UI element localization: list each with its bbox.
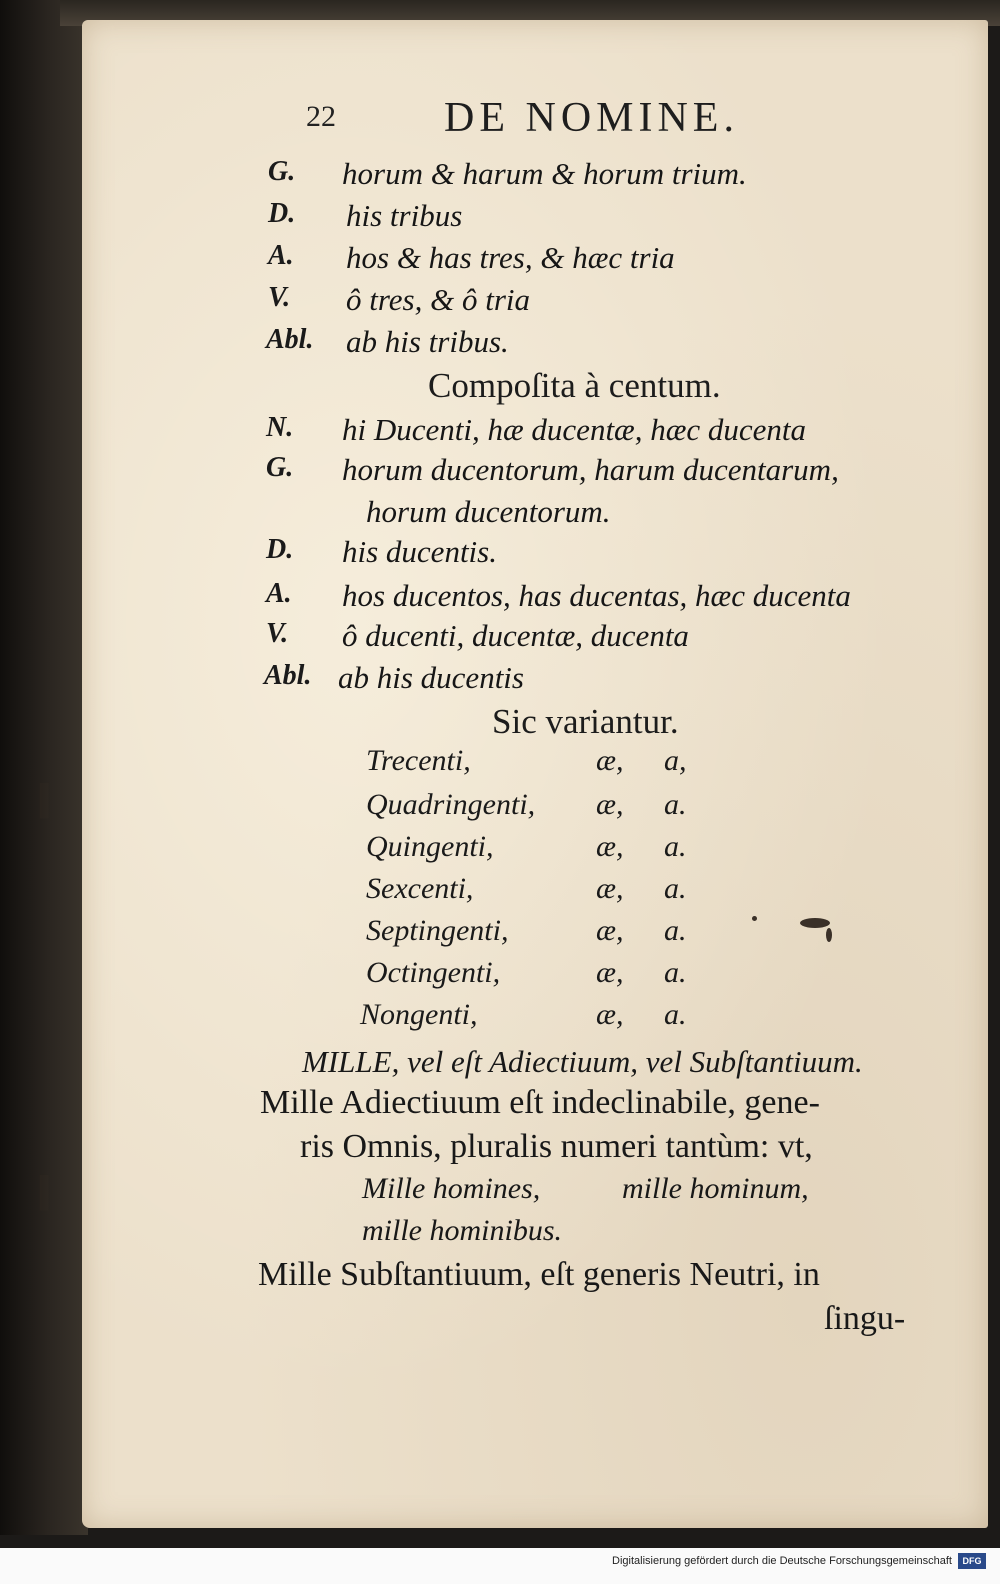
neuter-ending: a.	[664, 956, 687, 989]
neuter-ending: a.	[664, 914, 687, 947]
feminine-ending: æ,	[596, 872, 624, 905]
feminine-ending: æ,	[596, 914, 624, 947]
case-label: V.	[266, 618, 289, 649]
section-heading: Sic variantur.	[492, 702, 679, 741]
case-label: Abl.	[266, 324, 314, 355]
ink-speck	[752, 916, 757, 921]
case-form: ab his ducentis	[338, 660, 524, 695]
paragraph-line: Mille Adiectiuum eſt indeclinabile, gene-	[260, 1084, 820, 1121]
paragraph-line: Mille Subſtantiuum, eſt generis Neutri, in	[258, 1256, 820, 1293]
case-label: D.	[266, 534, 294, 565]
case-form: hos & has tres, & hæc tria	[346, 240, 675, 275]
paragraph-line: ris Omnis, pluralis numeri tantùm: vt,	[300, 1128, 813, 1165]
running-title: DE NOMINE.	[444, 95, 739, 141]
ink-speck	[826, 928, 832, 942]
case-label: Abl.	[264, 660, 312, 691]
feminine-ending: æ,	[596, 744, 624, 777]
dfg-logo: DFG	[958, 1553, 986, 1569]
feminine-ending: æ,	[596, 998, 624, 1031]
case-label: V.	[268, 282, 291, 313]
mille-intro: MILLE, vel eſt Adiectiuum, vel Subſtantiuum.	[302, 1044, 863, 1079]
feminine-ending: æ,	[596, 830, 624, 863]
section-heading: Compoſita à centum.	[428, 366, 721, 405]
book-spine-shadow	[0, 0, 88, 1535]
case-label: D.	[268, 198, 296, 229]
case-label: A.	[268, 240, 294, 271]
case-form: hos ducentos, has ducentas, hæc ducenta	[342, 578, 851, 613]
numeral-name: Quadringenti,	[366, 788, 536, 821]
numeral-name: Septingenti,	[366, 914, 509, 947]
neuter-ending: a.	[664, 830, 687, 863]
neuter-ending: a,	[664, 744, 687, 777]
case-label: G.	[268, 156, 296, 187]
case-form: his ducentis.	[342, 534, 497, 569]
example-phrase: mille hominibus.	[362, 1214, 562, 1247]
page-number: 22	[306, 100, 336, 133]
numeral-name: Octingenti,	[366, 956, 501, 989]
bleed-through-mark: ▍	[40, 785, 64, 818]
ink-speck	[800, 918, 830, 928]
numeral-name: Sexcenti,	[366, 872, 474, 905]
case-form: ô tres, & ô tria	[346, 282, 531, 317]
case-form: his tribus	[346, 198, 463, 233]
neuter-ending: a.	[664, 788, 687, 821]
neuter-ending: a.	[664, 998, 687, 1031]
case-label: G.	[266, 452, 294, 483]
case-form: ô ducenti, ducentæ, ducenta	[342, 618, 689, 653]
bleed-through-mark: ▍	[40, 1177, 64, 1210]
case-form: horum ducentorum, harum ducentarum,	[342, 452, 839, 487]
neuter-ending: a.	[664, 872, 687, 905]
feminine-ending: æ,	[596, 956, 624, 989]
catchword: ſingu-	[824, 1300, 906, 1337]
footer-credit: Digitalisierung gefördert durch die Deutsche Forschungsgemeinschaft	[612, 1555, 952, 1567]
feminine-ending: æ,	[596, 788, 624, 821]
numeral-name: Quingenti,	[366, 830, 494, 863]
case-form: horum ducentorum.	[366, 494, 611, 529]
page-header	[0, 95, 1000, 150]
case-form: ab his tribus.	[346, 324, 509, 359]
case-label: A.	[266, 578, 292, 609]
numeral-name: Trecenti,	[366, 744, 471, 777]
example-phrase: mille hominum,	[622, 1172, 809, 1205]
case-form: hi Ducenti, hæ ducentæ, hæc ducenta	[342, 412, 807, 447]
case-label: N.	[266, 412, 294, 443]
case-form: horum & harum & horum trium.	[342, 156, 747, 191]
example-phrase: Mille homines,	[362, 1172, 541, 1205]
numeral-name: Nongenti,	[360, 998, 478, 1031]
